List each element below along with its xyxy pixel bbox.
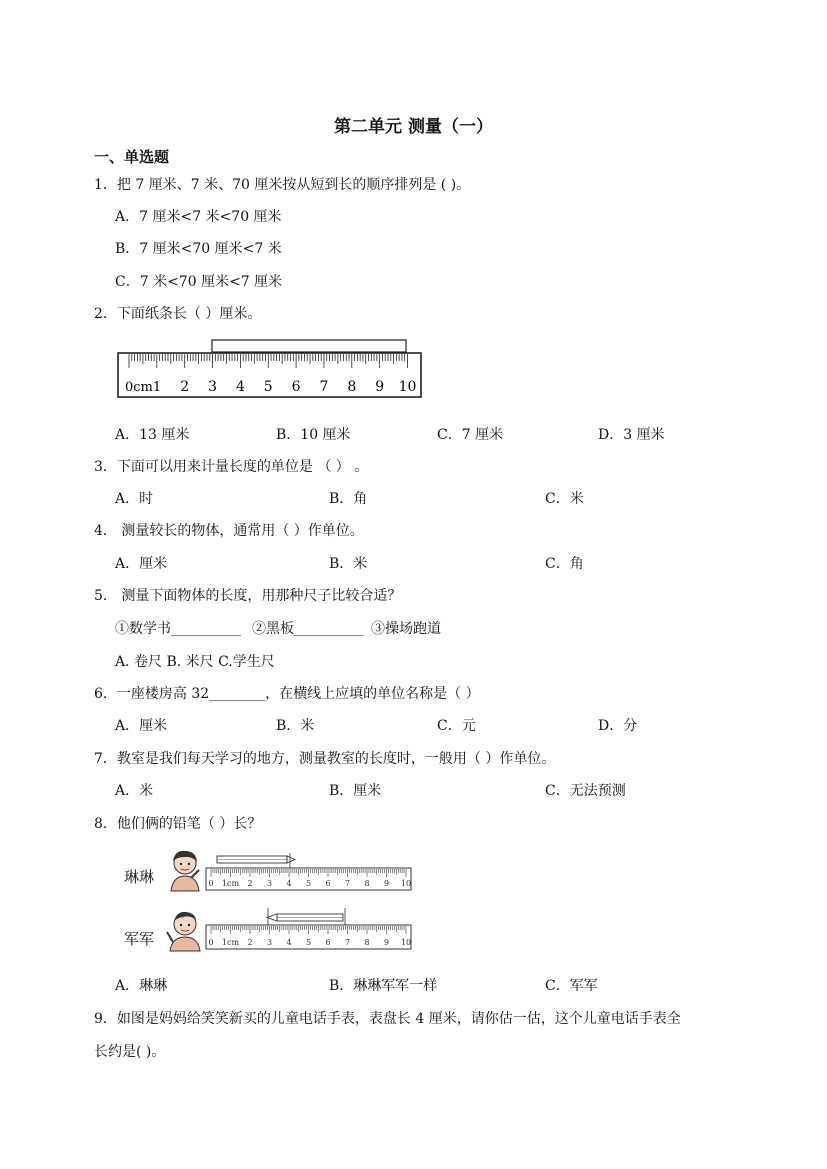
ruler-number: 2 (247, 938, 253, 947)
question-3-option-a: A．时 (115, 491, 154, 507)
question-8-stem: 8．他们俩的铅笔（ ）长？ (94, 816, 262, 832)
question-5-options: A. 卷尺 B. 米尺 C.学生尺 (115, 654, 275, 670)
question-4-option-a: A．厘米 (115, 556, 168, 572)
ruler-number: 8 (364, 938, 370, 947)
ruler-number: 4 (286, 879, 292, 888)
ruler-number: 7 (344, 938, 351, 947)
question-7-option-c: C．无法预测 (545, 783, 626, 799)
ruler-number: 8 (364, 879, 370, 888)
question-9-stem: 9．如图是妈妈给笑笑新买的儿童电话手表，表盘长 4 厘米，请你估一估，这个儿童电话手表全 (94, 1011, 681, 1027)
ruler-number: 1cm (221, 938, 240, 947)
question-7-option-b: B．厘米 (329, 783, 382, 799)
question-8-option-a: A．琳琳 (115, 978, 168, 994)
question-6-stem: 6．一座楼房高 32________，在横线上应填的单位名称是（ ） (94, 686, 480, 702)
ruler-number: 6 (325, 938, 331, 947)
ruler-number: 8 (347, 379, 357, 395)
ruler-number: 1cm (221, 879, 240, 888)
ruler-number: 10 (400, 879, 412, 888)
ruler-figure (116, 338, 424, 400)
ruler-number: 3 (208, 379, 218, 395)
question-9-stem-line2: 长约是( )。 (94, 1044, 166, 1060)
ruler-number: 7 (319, 379, 329, 395)
question-5-item-2: ②黑板__________ (252, 621, 364, 637)
paper-strip (212, 340, 406, 352)
question-7-option-a: A．米 (115, 783, 154, 799)
question-3-option-c: C．米 (545, 491, 584, 507)
ruler-number: 4 (286, 938, 292, 947)
ruler-number: 2 (180, 379, 190, 395)
question-5-item-1: ①数学书__________ (115, 621, 241, 637)
question-2-option-d: D．3 厘米 (598, 427, 665, 443)
question-5-stem: 5． 测量下面物体的长度，用那种尺子比较合适？ (94, 588, 402, 604)
question-1-stem: 1．把 7 厘米、7 米、70 厘米按从短到长的顺序排列是 ( )。 (94, 177, 471, 193)
question-7-stem: 7．教室是我们每天学习的地方，测量教室的长度时，一般用（ ）作单位。 (94, 751, 556, 767)
question-1-option-a: A．7 厘米<7 米<70 厘米 (115, 209, 282, 225)
ruler-unit-label: 0cm1 (125, 380, 162, 395)
junjun-boy-illustration (165, 908, 205, 952)
ruler-number: 9 (383, 879, 390, 888)
question-2-option-c: C．7 厘米 (437, 427, 504, 443)
name-linlin: 琳琳 (124, 868, 155, 886)
question-1-option-c: C．7 米<70 厘米<7 厘米 (115, 274, 283, 290)
question-6-option-a: A．厘米 (115, 718, 168, 734)
name-junjun: 军军 (124, 930, 155, 948)
ruler-number: 2 (247, 879, 253, 888)
ruler-number: 5 (305, 879, 312, 888)
question-3-option-b: B．角 (329, 491, 368, 507)
question-5-item-3: ③操场跑道 (371, 621, 441, 637)
ruler-number: 3 (266, 938, 273, 947)
ruler-number: 9 (375, 379, 385, 395)
ruler-number: 0 (208, 938, 214, 947)
ruler-number: 5 (305, 938, 312, 947)
ruler-number: 3 (266, 879, 273, 888)
page-title: 第二单元 测量（一） (334, 117, 493, 137)
linlin-pencil (217, 856, 295, 863)
question-6-option-d: D．分 (598, 718, 638, 734)
question-1-option-b: B．7 厘米<70 厘米<7 米 (115, 241, 282, 257)
ruler-number: 6 (325, 879, 331, 888)
ruler-number: 5 (263, 379, 273, 395)
question-2-option-b: B．10 厘米 (276, 427, 351, 443)
ruler-number: 4 (235, 379, 245, 395)
question-6-option-b: B．米 (276, 718, 315, 734)
junjun-ruler-figure (205, 906, 413, 952)
linlin-girl-illustration (165, 848, 205, 892)
ruler-number: 0 (208, 879, 214, 888)
junjun-pencil (267, 914, 343, 921)
linlin-ruler-figure (205, 852, 413, 892)
ruler-number: 10 (398, 379, 417, 395)
section-heading: 一、单选题 (94, 148, 170, 166)
ruler-number: 7 (344, 879, 351, 888)
question-8-option-c: C．军军 (545, 978, 598, 994)
question-6-option-c: C．元 (437, 718, 476, 734)
question-2-option-a: A．13 厘米 (115, 427, 190, 443)
ruler-number: 6 (291, 379, 301, 395)
question-4-option-c: C．角 (545, 556, 584, 572)
ruler-number: 10 (400, 938, 412, 947)
question-4-stem: 4． 测量较长的物体，通常用（ ）作单位。 (94, 523, 364, 539)
question-3-stem: 3．下面可以用来计量长度的单位是 （ ） 。 (94, 459, 369, 475)
question-4-option-b: B．米 (329, 556, 368, 572)
question-2-stem: 2．下面纸条长（ ）厘米。 (94, 306, 262, 322)
question-8-option-b: B．琳琳军军一样 (329, 978, 438, 994)
ruler-number: 9 (383, 938, 390, 947)
